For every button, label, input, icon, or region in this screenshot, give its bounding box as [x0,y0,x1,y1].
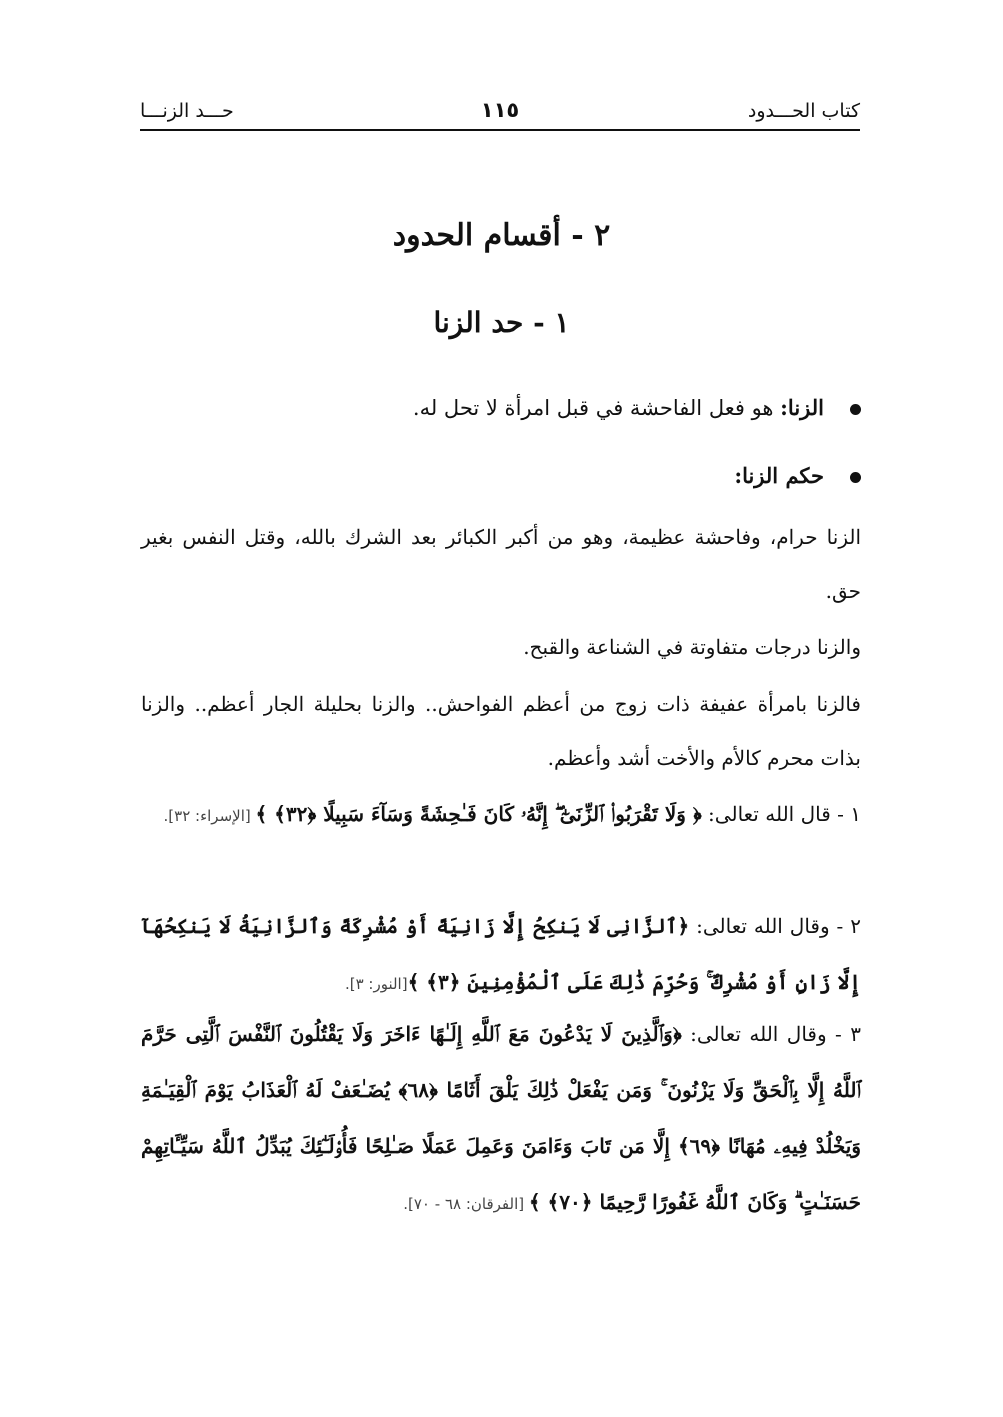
evidence-intro: ١ - قال الله تعالى: [701,802,861,826]
definition-bullet [141,393,861,423]
evidence-item [141,786,861,844]
running-header [140,96,860,132]
header-section-title: حـــد الزنـــا [140,100,234,122]
bullet-dot-icon [850,472,861,483]
evidence-item [141,1006,861,1232]
paragraph-degrees: والزنا درجات متفاوتة في الشناعة والقبح. [523,635,861,659]
ruling-bullet [141,461,861,491]
verse-source: [الإسراء: ٣٢]. [163,807,256,825]
page-number: ١١٥ [480,98,520,122]
quran-verse: ﴿وَٱلَّذِينَ لَا يَدْعُونَ مَعَ ٱللَّهِ إِلَـٰهًا ءَاخَرَ وَلَا يَقْتُلُونَ ٱلنَّفْسَ ٱلَّتِى حَرَّمَ ٱللَّهُ إِلَّا بِٱلْحَقِّ وَلَا يَزْنُونَ ۚ وَمَن يَفْعَلْ ذَٰلِكَ يَلْقَ أَثَامًا ﴿٦٨﴾ يُضَـٰعَفْ لَهُ ٱلْعَذَابُ يَوْمَ ٱلْقِيَـٰمَةِ وَيَخْلُدْ فِيهِۦ مُهَانًا ﴿٦٩﴾ إِلَّا مَن تَابَ وَءَامَنَ وَعَمِلَ عَمَلًا صَـٰلِحًا فَأُو۟لَـٰٓئِكَ يُبَدِّلُ ٱللَّهُ سَيِّـَٔاتِهِمْ حَسَنَـٰتٍ ۗ وَكَانَ ٱللَّهُ غَفُورًا رَّحِيمًا ﴿٧٠﴾ ﴾ [141,1022,862,1214]
definition-text: هو فعل الفاحشة في قبل امرأة لا تحل له. [412,396,781,420]
verse-source: [النور: ٣]. [344,975,408,993]
header-rule [140,129,860,131]
chapter-heading: ٢ - أقسام الحدود [392,218,611,253]
paragraph-examples: فالزنا بامرأة عفيفة ذات زوج من أعظم الفواحش.. والزنا بحليلة الجار أعظم.. والزنا بذات محرم كالأم والأخت أشد وأعظم. [141,692,861,770]
quran-verse: ﴿ وَلَا تَقْرَبُوا۟ ٱلزِّنَىٰٓ ۖ إِنَّهُۥ كَانَ فَـٰحِشَةً وَسَآءَ سَبِيلًا ﴿٣٢﴾ ﴾ [255,802,702,826]
header-book-title: كتاب الحـــدود [747,100,860,122]
evidence-intro: ٣ - وقال الله تعالى: [681,1022,861,1046]
verse-source: [الفرقان: ٦٨ - ٧٠]. [403,1195,529,1213]
evidence-item [141,898,861,1012]
section-heading: ١ - حد الزنا [433,306,570,339]
quran-verse: ﴿ٱلزَّانِى لَا يَنكِحُ إِلَّا زَانِيَةً أَوْ مُشْرِكَةً وَٱلزَّانِيَةُ لَا يَنكِحُهَآ إِلَّا زَانٍ أَوْ مُشْرِكٌ ۚ وَحُرِّمَ ذَٰلِكَ عَلَى ٱلْمُؤْمِنِينَ ﴿٣﴾ ﴾ [141,914,861,994]
paragraph-ruling: الزنا حرام، وفاحشة عظيمة، وهو من أكبر الكبائر بعد الشرك بالله، وقتل النفس بغير حق. [141,525,861,603]
bullet-dot-icon [850,404,861,415]
definition-term: الزنا: [780,395,824,420]
evidence-intro: ٢ - وقال الله تعالى: [689,914,861,938]
ruling-heading: حكم الزنا: [734,463,824,488]
